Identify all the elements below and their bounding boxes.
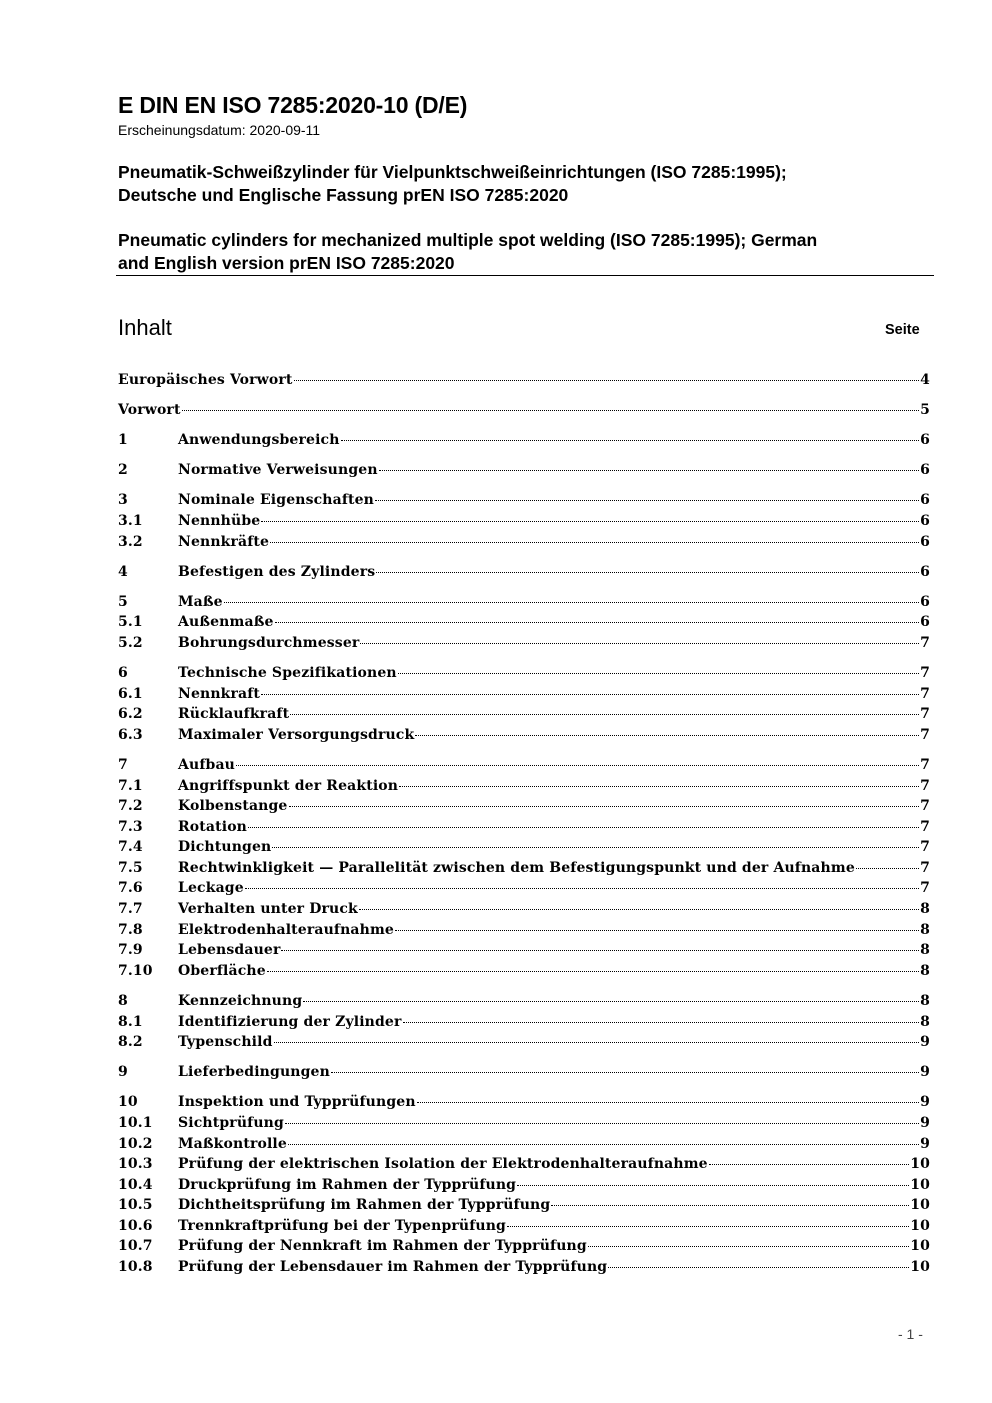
toc-entry-title: Nennkraft xyxy=(178,685,261,702)
toc-entry-number: 7.6 xyxy=(118,880,143,897)
document-id: E DIN EN ISO 7285:2020-10 (D/E) xyxy=(118,92,468,118)
toc-entry[interactable] xyxy=(118,594,930,615)
toc-dot-leader xyxy=(551,1205,909,1206)
toc-entry-title: Lebensdauer xyxy=(178,942,281,959)
toc-entry[interactable] xyxy=(118,1094,930,1115)
toc-entry-number: 5.1 xyxy=(118,614,143,631)
toc-dot-leader xyxy=(359,909,919,910)
toc-entry-title: Dichtungen xyxy=(178,839,272,856)
toc-entry-title: Typenschild xyxy=(178,1034,273,1051)
toc-entry-title: Nennkräfte xyxy=(178,533,270,550)
toc-dot-leader xyxy=(709,1164,909,1165)
toc-entry-number: 10.7 xyxy=(118,1238,153,1255)
toc-entry-page: 8 xyxy=(920,992,930,1009)
toc-entry[interactable] xyxy=(118,757,930,778)
toc-entry-title: Kolbenstange xyxy=(178,798,288,815)
toc-entry-number: 7 xyxy=(118,756,128,773)
toc-entry-title: Vorwort xyxy=(118,402,181,419)
toc-dot-leader xyxy=(331,1072,919,1073)
toc-entry-page: 10 xyxy=(910,1156,930,1173)
toc-dot-leader xyxy=(403,1022,920,1023)
english-title-line-1: Pneumatic cylinders for mechanized multiple spot welding (ISO 7285:1995); German xyxy=(118,230,818,250)
toc-entry[interactable] xyxy=(118,963,930,984)
toc-entry-number: 10.6 xyxy=(118,1217,153,1234)
toc-entry-number: 9 xyxy=(118,1064,128,1081)
header-divider xyxy=(116,275,934,276)
toc-entry[interactable] xyxy=(118,1259,930,1280)
toc-entry-title: Maximaler Versorgungsdruck xyxy=(178,726,415,743)
toc-entry[interactable] xyxy=(118,372,930,393)
toc-entry-page: 4 xyxy=(920,372,930,388)
toc-entry-title: Elektrodenhalteraufnahme xyxy=(178,921,394,938)
toc-entry[interactable] xyxy=(118,778,930,799)
toc-entry-page: 8 xyxy=(920,901,930,918)
toc-entry-number: 7.3 xyxy=(118,818,143,835)
toc-entry-title: Prüfung der elektrischen Isolation der Elektrodenhalteraufnahme xyxy=(178,1156,708,1173)
toc-entry-page: 6 xyxy=(920,462,930,479)
toc-entry-page: 9 xyxy=(920,1135,930,1152)
toc-entry[interactable] xyxy=(118,1156,930,1177)
german-title-line-2: Deutsche und Englische Fassung prEN ISO 7285:2020 xyxy=(118,185,569,205)
toc-entry-page: 10 xyxy=(910,1217,930,1234)
toc-entry-title: Maßkontrolle xyxy=(178,1135,287,1152)
toc-dot-leader xyxy=(267,971,919,972)
toc-entry[interactable] xyxy=(118,839,930,860)
toc-dot-leader xyxy=(289,806,920,807)
toc-dot-leader xyxy=(417,1102,919,1103)
toc-entry-number: 3 xyxy=(118,492,128,509)
toc-entry[interactable] xyxy=(118,1238,930,1259)
toc-entry[interactable] xyxy=(118,798,930,819)
german-title-line-1: Pneumatik-Schweißzylinder für Vielpunktschweißeinrichtungen (ISO 7285:1995); xyxy=(118,162,787,182)
publication-date: Erscheinungsdatum: 2020-09-11 xyxy=(118,122,321,138)
toc-entry[interactable] xyxy=(118,860,930,881)
toc-entry[interactable] xyxy=(118,727,930,748)
toc-entry[interactable] xyxy=(118,1218,930,1239)
toc-entry-page: 6 xyxy=(920,492,930,509)
toc-dot-leader xyxy=(399,786,919,787)
toc-dot-leader xyxy=(274,1042,920,1043)
toc-entry-page: 6 xyxy=(920,432,930,449)
toc-dot-leader xyxy=(360,643,919,644)
toc-entry-number: 10.2 xyxy=(118,1135,153,1152)
toc-entry-title: Sichtprüfung xyxy=(178,1114,284,1131)
toc-entry-number: 7.1 xyxy=(118,777,143,794)
toc-entry-number: 7.5 xyxy=(118,859,143,876)
toc-entry-title: Maße xyxy=(178,593,223,610)
toc-entry-page: 7 xyxy=(920,839,930,856)
toc-dot-leader xyxy=(290,714,919,715)
toc-entry-page: 9 xyxy=(920,1094,930,1111)
toc-dot-leader xyxy=(517,1185,909,1186)
toc-dot-leader xyxy=(294,380,920,381)
toc-entry-page: 7 xyxy=(920,798,930,815)
toc-dot-leader xyxy=(261,521,919,522)
toc-entry-title: Trennkraftprüfung bei der Typenprüfung xyxy=(178,1217,507,1234)
toc-dot-leader xyxy=(224,602,919,603)
toc-entry-title: Oberfläche xyxy=(178,962,266,979)
toc-entry-title: Rotation xyxy=(178,818,248,835)
toc-entry-page: 6 xyxy=(920,563,930,580)
toc-dot-leader xyxy=(261,694,919,695)
toc-dot-leader xyxy=(275,622,920,623)
toc-entry[interactable] xyxy=(118,614,930,635)
toc-entry[interactable] xyxy=(118,432,930,453)
toc-dot-leader xyxy=(236,765,919,766)
toc-entry-page: 10 xyxy=(910,1176,930,1193)
toc-entry-page: 5 xyxy=(920,402,930,419)
toc-entry-title: Inspektion und Typprüfungen xyxy=(178,1094,416,1111)
toc-dot-leader xyxy=(608,1267,909,1268)
toc-entry-number: 7.4 xyxy=(118,839,143,856)
toc-entry-number: 2 xyxy=(118,462,128,479)
toc-entry-page: 7 xyxy=(920,859,930,876)
toc-dot-leader xyxy=(588,1246,909,1247)
toc-dot-leader xyxy=(248,827,919,828)
toc-entry-title: Kennzeichnung xyxy=(178,992,303,1009)
toc-dot-leader xyxy=(270,542,919,543)
toc-entry[interactable] xyxy=(118,513,930,534)
toc-entry-number: 1 xyxy=(118,432,128,449)
toc-entry-title: Lieferbedingungen xyxy=(178,1064,330,1081)
toc-entry-page: 9 xyxy=(920,1114,930,1131)
toc-entry-page: 7 xyxy=(920,726,930,743)
toc-entry-number: 8.1 xyxy=(118,1013,143,1030)
toc-entry-title: Außenmaße xyxy=(178,614,274,631)
toc-dot-leader xyxy=(415,735,919,736)
toc-entry[interactable] xyxy=(118,1115,930,1136)
toc-entry-page: 7 xyxy=(920,665,930,682)
english-title-line-2: and English version prEN ISO 7285:2020 xyxy=(118,253,455,273)
toc-entry-title: Technische Spezifikationen xyxy=(178,665,397,682)
toc-entry-page: 7 xyxy=(920,706,930,723)
toc-entry-page: 6 xyxy=(920,512,930,529)
toc-entry-number: 6.1 xyxy=(118,685,143,702)
toc-entry[interactable] xyxy=(118,1014,930,1035)
toc-entry-page: 7 xyxy=(920,756,930,773)
toc-entry[interactable] xyxy=(118,492,930,513)
toc-dot-leader xyxy=(272,847,919,848)
toc-entry[interactable] xyxy=(118,564,930,585)
toc-entry-title: Normative Verweisungen xyxy=(178,462,378,479)
toc-entry-title: Anwendungsbereich xyxy=(178,432,340,449)
toc-entry[interactable] xyxy=(118,462,930,483)
english-title xyxy=(118,229,938,275)
toc-entry-title: Nominale Eigenschaften xyxy=(178,492,375,509)
toc-entry-number: 7.10 xyxy=(118,962,153,979)
toc-entry[interactable] xyxy=(118,706,930,727)
toc-entry-number: 10.5 xyxy=(118,1197,153,1214)
toc-dot-leader xyxy=(398,673,919,674)
toc-entry[interactable] xyxy=(118,402,930,423)
toc-entry-number: 7.2 xyxy=(118,798,143,815)
toc-entry-page: 7 xyxy=(920,634,930,651)
toc-entry-page: 7 xyxy=(920,818,930,835)
toc-entry-page: 10 xyxy=(910,1238,930,1255)
toc-entry-title: Prüfung der Nennkraft im Rahmen der Typprüfung xyxy=(178,1238,587,1255)
toc-heading: Inhalt xyxy=(118,315,172,340)
toc-entry-page: 6 xyxy=(920,593,930,610)
toc-entry-number: 10.8 xyxy=(118,1259,153,1276)
toc-entry-title: Bohrungsdurchmesser xyxy=(178,634,360,651)
toc-entry[interactable] xyxy=(118,922,930,943)
toc-entry-title: Europäisches Vorwort xyxy=(118,372,293,388)
toc-entry-number: 7.8 xyxy=(118,921,143,938)
toc-entry-number: 5 xyxy=(118,593,128,610)
toc-dot-leader xyxy=(303,1001,919,1002)
toc-dot-leader xyxy=(281,950,919,951)
toc-entry-page: 8 xyxy=(920,921,930,938)
toc-entry-title: Rechtwinkligkeit — Parallelität zwischen dem Befestigungspunkt und der Aufnahme xyxy=(178,859,855,876)
toc-entry-title: Rücklaufkraft xyxy=(178,706,290,723)
toc-dot-leader xyxy=(375,500,919,501)
toc-entry-page: 10 xyxy=(910,1197,930,1214)
toc-entry[interactable] xyxy=(118,635,930,656)
toc-entry-page: 10 xyxy=(910,1259,930,1276)
toc-page-column-heading: Seite xyxy=(885,322,920,338)
toc-dot-leader xyxy=(376,572,919,573)
german-title xyxy=(118,161,938,207)
toc-entry-page: 9 xyxy=(920,1064,930,1081)
toc-entry-number: 10.4 xyxy=(118,1176,153,1193)
toc-entry-page: 8 xyxy=(920,942,930,959)
toc-entry-title: Verhalten unter Druck xyxy=(178,901,358,918)
toc-entry[interactable] xyxy=(118,993,930,1014)
toc-dot-leader xyxy=(856,868,919,869)
toc-entry-number: 10 xyxy=(118,1094,138,1111)
toc-entry-page: 7 xyxy=(920,880,930,897)
toc-entry-title: Dichtheitsprüfung im Rahmen der Typprüfung xyxy=(178,1197,551,1214)
toc-dot-leader xyxy=(182,410,920,411)
toc-entry[interactable] xyxy=(118,665,930,686)
toc-entry-number: 10.3 xyxy=(118,1156,153,1173)
toc-entry-title: Befestigen des Zylinders xyxy=(178,563,376,580)
toc-entry-page: 8 xyxy=(920,1013,930,1030)
toc-entry-page: 7 xyxy=(920,685,930,702)
toc-entry[interactable] xyxy=(118,534,930,555)
toc-dot-leader xyxy=(288,1144,919,1145)
toc-entry[interactable] xyxy=(118,819,930,840)
toc-dot-leader xyxy=(379,470,919,471)
toc-entry[interactable] xyxy=(118,1197,930,1218)
toc-entry-title: Identifizierung der Zylinder xyxy=(178,1013,402,1030)
toc-entry-number: 10.1 xyxy=(118,1114,153,1131)
toc-entry[interactable] xyxy=(118,880,930,901)
toc-dot-leader xyxy=(285,1123,919,1124)
toc-entry-number: 4 xyxy=(118,563,128,580)
toc-entry-page: 8 xyxy=(920,962,930,979)
toc-entry-number: 8 xyxy=(118,992,128,1009)
toc-dot-leader xyxy=(341,440,920,441)
toc-entry-title: Nennhübe xyxy=(178,512,261,529)
toc-entry-number: 6.2 xyxy=(118,706,143,723)
toc-entry-page: 6 xyxy=(920,533,930,550)
toc-dot-leader xyxy=(395,930,919,931)
toc-entry[interactable] xyxy=(118,1177,930,1198)
toc-entry-number: 7.7 xyxy=(118,901,143,918)
toc-entry-title: Aufbau xyxy=(178,756,236,773)
toc-entry[interactable] xyxy=(118,1136,930,1157)
toc-dot-leader xyxy=(245,888,919,889)
toc-entry-page: 9 xyxy=(920,1034,930,1051)
toc-entry-title: Angriffspunkt der Reaktion xyxy=(178,777,399,794)
toc-entry-number: 8.2 xyxy=(118,1034,143,1051)
toc-entry-title: Druckprüfung im Rahmen der Typprüfung xyxy=(178,1176,517,1193)
page-number: - 1 - xyxy=(898,1326,923,1342)
toc-entry[interactable] xyxy=(118,1034,930,1055)
toc-entry[interactable] xyxy=(118,686,930,707)
toc-entry-number: 6.3 xyxy=(118,726,143,743)
toc-entry-page: 6 xyxy=(920,614,930,631)
toc-entry-number: 6 xyxy=(118,665,128,682)
toc-entry-title: Leckage xyxy=(178,880,244,897)
table-of-contents xyxy=(118,372,930,1280)
toc-entry-number: 3.1 xyxy=(118,512,143,529)
toc-entry[interactable] xyxy=(118,1064,930,1085)
toc-entry-number: 7.9 xyxy=(118,942,143,959)
toc-entry-number: 5.2 xyxy=(118,634,143,651)
toc-entry[interactable] xyxy=(118,901,930,922)
toc-entry[interactable] xyxy=(118,942,930,963)
toc-entry-title: Prüfung der Lebensdauer im Rahmen der Typprüfung xyxy=(178,1259,608,1276)
toc-dot-leader xyxy=(507,1226,909,1227)
toc-entry-page: 7 xyxy=(920,777,930,794)
toc-entry-number: 3.2 xyxy=(118,533,143,550)
